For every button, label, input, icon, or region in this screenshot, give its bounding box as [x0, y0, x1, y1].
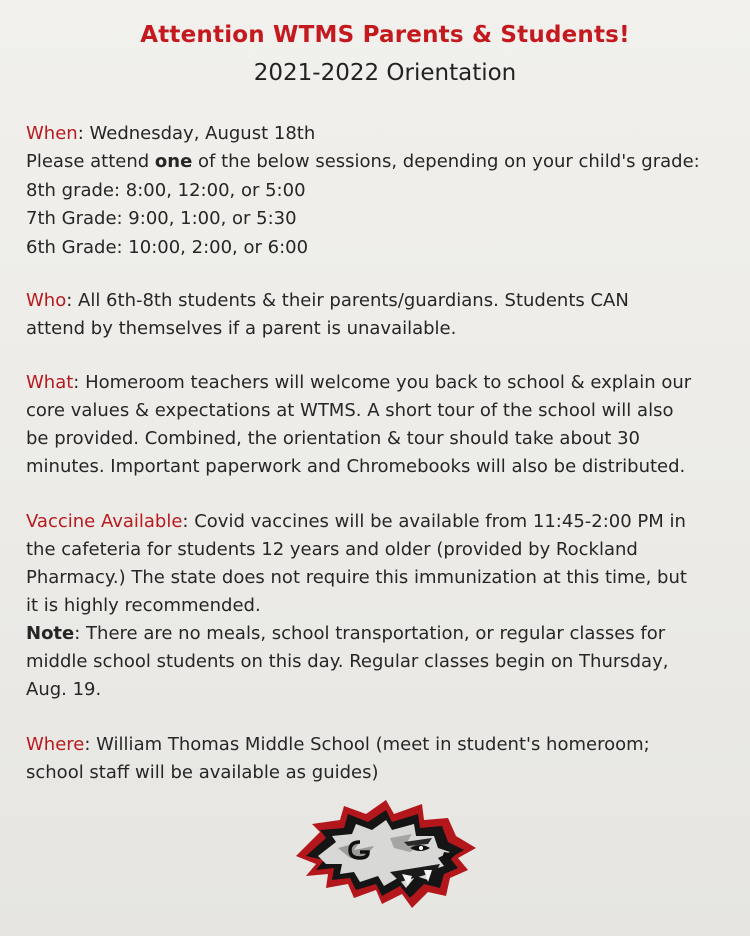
instruction-emphasis: one: [154, 151, 193, 172]
note-text: There are no meals, school transportation, or regular classes for: [86, 623, 666, 644]
note-line-2: middle school students on this day. Regular classes begin on Thursday,: [26, 651, 669, 672]
note-line-3: Aug. 19.: [26, 679, 102, 700]
who-text: All 6th-8th students & their parents/guardians. Students CAN: [78, 290, 629, 311]
vaccine-line-1: Vaccine Available: Covid vaccines will be available from 11:45-2:00 PM in: [26, 511, 686, 532]
grade6-schedule: 6th Grade: 10:00, 2:00, or 6:00: [26, 237, 309, 258]
what-line-4: minutes. Important paperwork and Chromebooks will also be distributed.: [26, 456, 686, 477]
where-text: William Thomas Middle School (meet in student's homeroom;: [96, 734, 650, 755]
what-line-2: core values & expectations at WTMS. A short tour of the school will also: [26, 400, 674, 421]
when-label: When: [26, 123, 78, 144]
note-line-1: Note: There are no meals, school transportation, or regular classes for: [26, 623, 666, 644]
when-line: When: Wednesday, August 18th: [26, 123, 316, 144]
grade8-schedule: 8th grade: 8:00, 12:00, or 5:00: [26, 180, 306, 201]
vaccine-line-2: the cafeteria for students 12 years and older (provided by Rockland: [26, 539, 638, 560]
vaccine-text: Covid vaccines will be available from 11:45-2:00 PM in: [194, 511, 686, 532]
what-label: What: [26, 372, 74, 393]
what-line-3: be provided. Combined, the orientation & tour should take about 30: [26, 428, 640, 449]
flyer-title: Attention WTMS Parents & Students!: [140, 22, 630, 48]
who-line-2: attend by themselves if a parent is unavailable.: [26, 318, 457, 339]
mascot-eye-glint: [419, 846, 423, 850]
what-line-1: What: Homeroom teachers will welcome you back to school & explain our: [26, 372, 692, 393]
where-line-2: school staff will be available as guides): [26, 762, 379, 783]
instruction-text-end: of the below sessions, depending on your child's grade:: [192, 151, 700, 172]
vaccine-label: Vaccine Available: [26, 511, 183, 532]
where-label: Where: [26, 734, 85, 755]
where-line-1: Where: William Thomas Middle School (meet in student's homeroom;: [26, 734, 650, 755]
instruction-text: Please attend: [26, 151, 155, 172]
flyer-subtitle: 2021-2022 Orientation: [253, 60, 517, 86]
vaccine-line-3: Pharmacy.) The state does not require this immunization at this time, but: [26, 567, 687, 588]
what-text: Homeroom teachers will welcome you back to school & explain our: [85, 372, 692, 393]
note-label: Note: [26, 623, 75, 644]
when-instruction: [26, 148, 700, 176]
grade7-schedule: 7th Grade: 9:00, 1:00, or 5:30: [26, 208, 297, 229]
who-label: Who: [26, 290, 67, 311]
vaccine-line-4: it is highly recommended.: [26, 595, 261, 616]
when-date: Wednesday, August 18th: [89, 123, 316, 144]
wildcat-mascot-icon: [290, 798, 480, 910]
who-line-1: Who: All 6th-8th students & their parents/guardians. Students CAN: [26, 290, 629, 311]
